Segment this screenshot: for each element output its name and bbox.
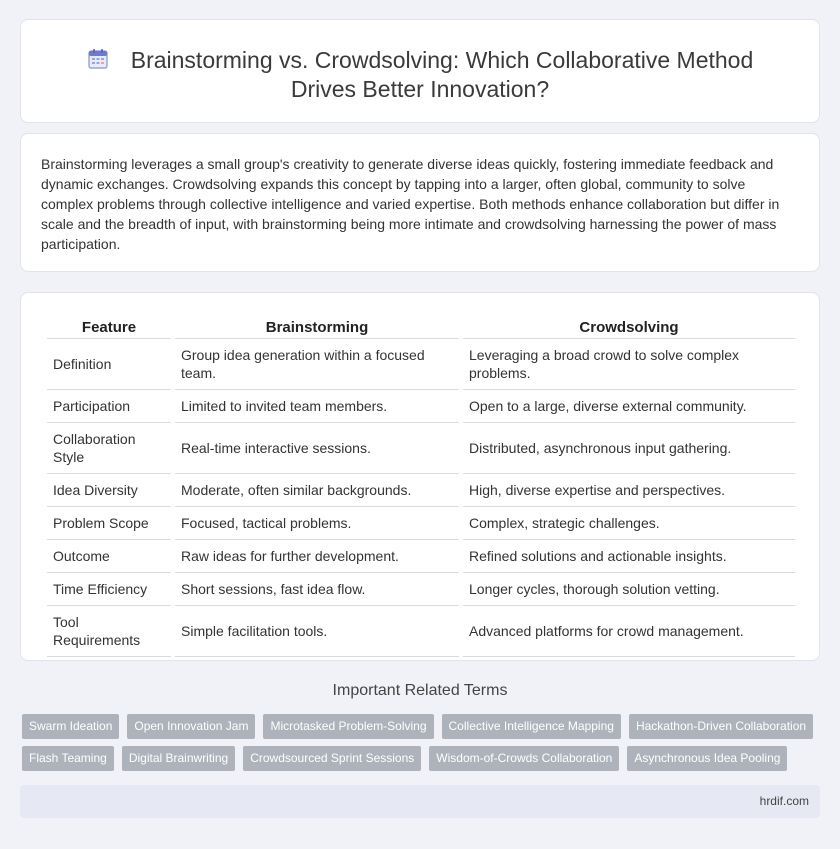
column-header-feature: Feature xyxy=(47,313,171,339)
feature-cell: Idea Diversity xyxy=(47,474,171,507)
related-terms-list xyxy=(22,714,822,771)
column-header-brainstorming: Brainstorming xyxy=(175,313,459,339)
intro-paragraph: Brainstorming leverages a small group's creativity to generate diverse ideas quickly, fostering immediate feedback and dynamic exchanges. Crowdsolving expands this concept by tapping into a larger, often global, community to solve complex problems through collective intelligence and varied expertise. Both methods enhance collaboration but differ in scale and the breadth of input, with brainstorming being more intimate and crowdsolving harnessing the power of mass participation. xyxy=(41,156,780,252)
brainstorming-cell: Limited to invited team members. xyxy=(175,390,459,423)
page-title: Brainstorming vs. Crowdsolving: Which Collaborative Method Drives Better Innovation? xyxy=(130,47,754,102)
page-title-wrap xyxy=(21,46,819,104)
feature-cell: Time Efficiency xyxy=(47,573,171,606)
related-term-tag[interactable]: Wisdom-of-Crowds Collaboration xyxy=(429,746,619,771)
comparison-table xyxy=(43,313,799,657)
feature-cell: Outcome xyxy=(47,540,171,573)
brainstorming-cell: Simple facilitation tools. xyxy=(175,606,459,657)
brainstorming-cell: Raw ideas for further development. xyxy=(175,540,459,573)
feature-cell: Participation xyxy=(47,390,171,423)
related-term-tag[interactable]: Hackathon-Driven Collaboration xyxy=(629,714,813,739)
column-header-crowdsolving: Crowdsolving xyxy=(463,313,795,339)
related-term-tag[interactable]: Crowdsourced Sprint Sessions xyxy=(243,746,421,771)
brainstorming-cell: Focused, tactical problems. xyxy=(175,507,459,540)
title-card xyxy=(20,19,820,123)
related-term-tag[interactable]: Swarm Ideation xyxy=(22,714,119,739)
calendar-icon xyxy=(87,48,109,70)
brainstorming-cell: Short sessions, fast idea flow. xyxy=(175,573,459,606)
table-row xyxy=(47,423,795,474)
crowdsolving-cell: High, diverse expertise and perspectives. xyxy=(463,474,795,507)
crowdsolving-cell: Refined solutions and actionable insights. xyxy=(463,540,795,573)
footer xyxy=(20,785,820,818)
feature-cell: Definition xyxy=(47,339,171,390)
comparison-card xyxy=(20,292,820,661)
crowdsolving-cell: Open to a large, diverse external community. xyxy=(463,390,795,423)
crowdsolving-cell: Longer cycles, thorough solution vetting. xyxy=(463,573,795,606)
related-term-tag[interactable]: Flash Teaming xyxy=(22,746,114,771)
table-row xyxy=(47,339,795,390)
related-term-tag[interactable]: Open Innovation Jam xyxy=(127,714,255,739)
intro-card xyxy=(20,133,820,272)
crowdsolving-cell: Complex, strategic challenges. xyxy=(463,507,795,540)
crowdsolving-cell: Advanced platforms for crowd management. xyxy=(463,606,795,657)
brainstorming-cell: Moderate, often similar backgrounds. xyxy=(175,474,459,507)
table-row xyxy=(47,474,795,507)
footer-site-link[interactable]: hrdif.com xyxy=(759,794,809,808)
related-term-tag[interactable]: Microtasked Problem-Solving xyxy=(263,714,433,739)
brainstorming-cell: Real-time interactive sessions. xyxy=(175,423,459,474)
related-term-tag[interactable]: Collective Intelligence Mapping xyxy=(442,714,621,739)
table-row xyxy=(47,606,795,657)
related-term-tag[interactable]: Asynchronous Idea Pooling xyxy=(627,746,787,771)
brainstorming-cell: Group idea generation within a focused team. xyxy=(175,339,459,390)
table-row xyxy=(47,573,795,606)
feature-cell: Tool Requirements xyxy=(47,606,171,657)
feature-cell: Problem Scope xyxy=(47,507,171,540)
related-terms-heading: Important Related Terms xyxy=(332,682,508,699)
table-header-row xyxy=(47,313,795,339)
crowdsolving-cell: Leveraging a broad crowd to solve complex problems. xyxy=(463,339,795,390)
feature-cell: Collaboration Style xyxy=(47,423,171,474)
table-row xyxy=(47,507,795,540)
table-row xyxy=(47,390,795,423)
table-row xyxy=(47,540,795,573)
crowdsolving-cell: Distributed, asynchronous input gathering. xyxy=(463,423,795,474)
related-term-tag[interactable]: Digital Brainwriting xyxy=(122,746,235,771)
